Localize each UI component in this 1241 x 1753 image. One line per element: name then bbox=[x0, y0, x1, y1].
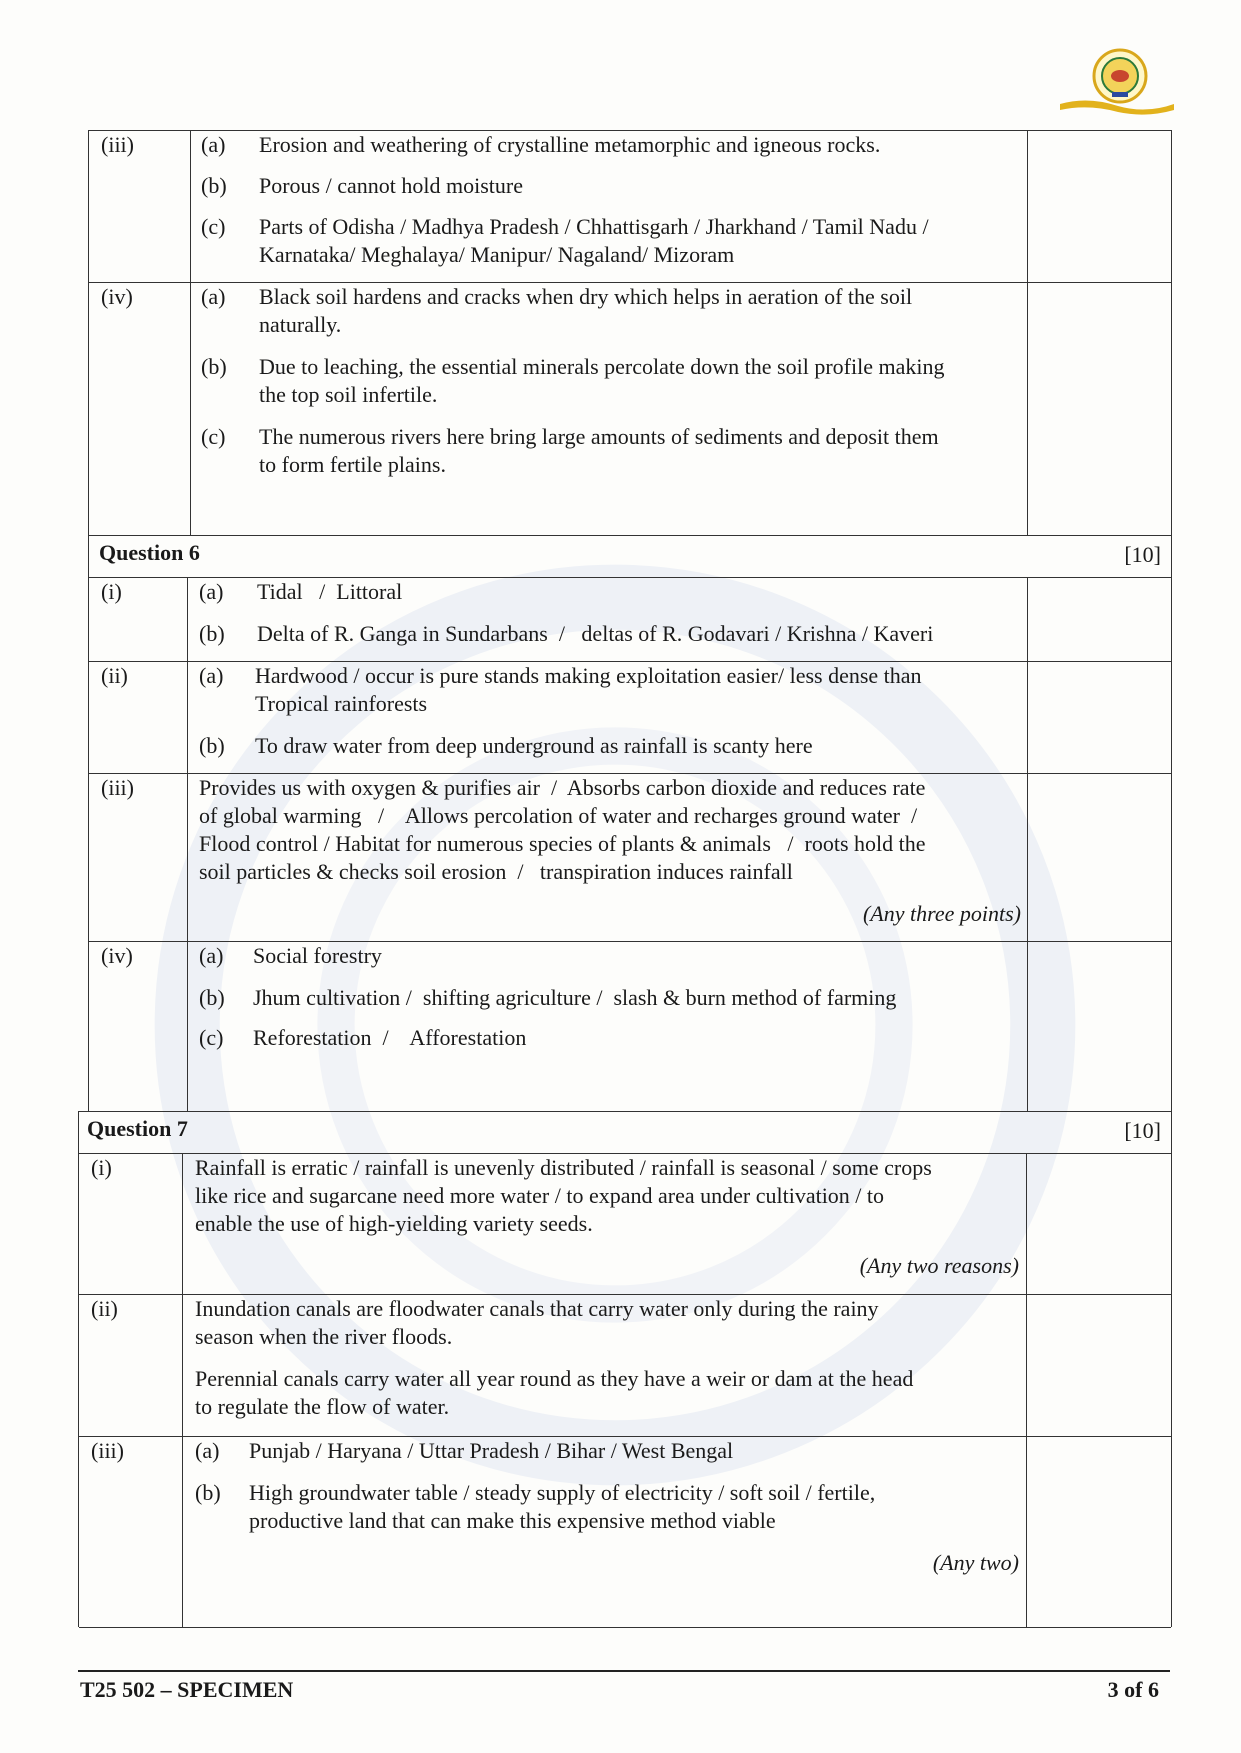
answer-text: Rainfall is erratic / rainfall is unevenly distributed / rainfall is seasonal / some crops bbox=[195, 1155, 932, 1180]
option-label: (a) bbox=[195, 1438, 220, 1463]
q7-header-row bbox=[79, 1111, 1171, 1154]
q6-row-i bbox=[89, 577, 1171, 662]
q6-row-iii bbox=[89, 773, 1171, 942]
q7-row-iii bbox=[79, 1436, 1171, 1628]
question-number: (i) bbox=[101, 579, 122, 604]
question-number: (iii) bbox=[101, 775, 134, 800]
option-label: (c) bbox=[201, 214, 226, 239]
answer-text: the top soil infertile. bbox=[259, 382, 438, 407]
option-label: (b) bbox=[199, 985, 225, 1010]
q6-row-iv bbox=[89, 941, 1171, 1112]
answer-note: (Any two reasons) bbox=[859, 1253, 1019, 1278]
option-label: (b) bbox=[195, 1480, 221, 1505]
marks-label: [10] bbox=[1124, 1118, 1161, 1143]
q6-header-row bbox=[89, 535, 1171, 578]
question-number: (ii) bbox=[101, 663, 128, 688]
q5-row-iv bbox=[89, 282, 1171, 536]
answer-text: Black soil hardens and cracks when dry which helps in aeration of the soil bbox=[259, 284, 913, 309]
answer-text: Tidal / Littoral bbox=[257, 579, 403, 604]
option-label: (b) bbox=[201, 354, 227, 379]
q5-table bbox=[88, 130, 1172, 535]
question-number: (iv) bbox=[101, 943, 133, 968]
answer-text: to regulate the flow of water. bbox=[195, 1394, 450, 1419]
answer-text: of global warming / Allows percolation of water and recharges ground water / bbox=[199, 803, 918, 828]
answer-text: Parts of Odisha / Madhya Pradesh / Chhattisgarh / Jharkhand / Tamil Nadu / bbox=[259, 214, 929, 239]
answer-text: The numerous rivers here bring large amounts of sediments and deposit them bbox=[259, 424, 939, 449]
answer-text: Hardwood / occur is pure stands making exploitation easier/ less dense than bbox=[255, 663, 922, 688]
answer-text: Inundation canals are floodwater canals that carry water only during the rainy bbox=[195, 1296, 879, 1321]
option-label: (b) bbox=[199, 621, 225, 646]
answer-text: Delta of R. Ganga in Sundarbans / deltas of R. Godavari / Krishna / Kaveri bbox=[257, 621, 934, 646]
answer-text: High groundwater table / steady supply of electricity / soft soil / fertile, bbox=[249, 1480, 876, 1505]
answer-text: Porous / cannot hold moisture bbox=[259, 173, 523, 198]
marks-label: [10] bbox=[1124, 542, 1161, 567]
answer-text: productive land that can make this expensive method viable bbox=[249, 1508, 776, 1533]
answer-text: season when the river floods. bbox=[195, 1324, 453, 1349]
answer-text: to form fertile plains. bbox=[259, 452, 446, 477]
answer-text: Perennial canals carry water all year round as they have a weir or dam at the head bbox=[195, 1366, 914, 1391]
answer-text: Flood control / Habitat for numerous species of plants & animals / roots hold the bbox=[199, 831, 926, 856]
footer-divider bbox=[78, 1670, 1170, 1672]
question-number: (ii) bbox=[91, 1296, 118, 1321]
option-label: (c) bbox=[201, 424, 226, 449]
answer-text: Jhum cultivation / shifting agriculture / slash & burn method of farming bbox=[253, 985, 897, 1010]
option-label: (b) bbox=[201, 173, 227, 198]
q7-row-ii bbox=[79, 1294, 1171, 1437]
answer-note: (Any three points) bbox=[862, 901, 1021, 926]
footer-code: T25 502 – SPECIMEN bbox=[80, 1677, 294, 1702]
question-number: (iii) bbox=[91, 1438, 124, 1463]
answer-text: enable the use of high-yielding variety seeds. bbox=[195, 1211, 593, 1236]
answer-text: naturally. bbox=[259, 312, 342, 337]
cisce-emblem-icon bbox=[1058, 46, 1176, 118]
answer-text: like rice and sugarcane need more water / to expand area under cultivation / to bbox=[195, 1183, 885, 1208]
option-label: (a) bbox=[201, 132, 226, 157]
question-number: (iv) bbox=[101, 284, 133, 309]
answer-text: Social forestry bbox=[253, 943, 382, 968]
answer-text: Due to leaching, the essential minerals percolate down the soil profile making bbox=[259, 354, 945, 379]
answer-text: Tropical rainforests bbox=[255, 691, 428, 716]
answer-text: Provides us with oxygen & purifies air / Absorbs carbon dioxide and reduces rate bbox=[199, 775, 926, 800]
option-label: (a) bbox=[199, 579, 224, 604]
answer-text: soil particles & checks soil erosion / transpiration induces rainfall bbox=[199, 859, 793, 884]
answer-text: To draw water from deep underground as rainfall is scanty here bbox=[255, 733, 813, 758]
q7-row-i bbox=[79, 1153, 1171, 1295]
question-number: (iii) bbox=[101, 132, 134, 157]
option-label: (c) bbox=[199, 1025, 224, 1050]
answer-text: Karnataka/ Meghalaya/ Manipur/ Nagaland/ Mizoram bbox=[259, 242, 735, 267]
answer-text: Erosion and weathering of crystalline metamorphic and igneous rocks. bbox=[259, 132, 881, 157]
q7-table bbox=[78, 1111, 1172, 1627]
answer-text: Reforestation / Afforestation bbox=[253, 1025, 527, 1050]
question-title: Question 7 bbox=[87, 1116, 188, 1141]
answer-text: Punjab / Haryana / Uttar Pradesh / Bihar / West Bengal bbox=[249, 1438, 734, 1463]
question-title: Question 6 bbox=[99, 540, 200, 565]
answer-note: (Any two) bbox=[932, 1550, 1019, 1575]
q6-row-ii bbox=[89, 661, 1171, 774]
option-label: (a) bbox=[199, 943, 224, 968]
q6-table bbox=[88, 535, 1172, 1111]
q5-row-iii bbox=[89, 130, 1171, 283]
option-label: (b) bbox=[199, 733, 225, 758]
option-label: (a) bbox=[199, 663, 224, 688]
footer-page-number: 3 of 6 bbox=[1107, 1677, 1159, 1702]
option-label: (a) bbox=[201, 284, 226, 309]
question-number: (i) bbox=[91, 1155, 112, 1180]
